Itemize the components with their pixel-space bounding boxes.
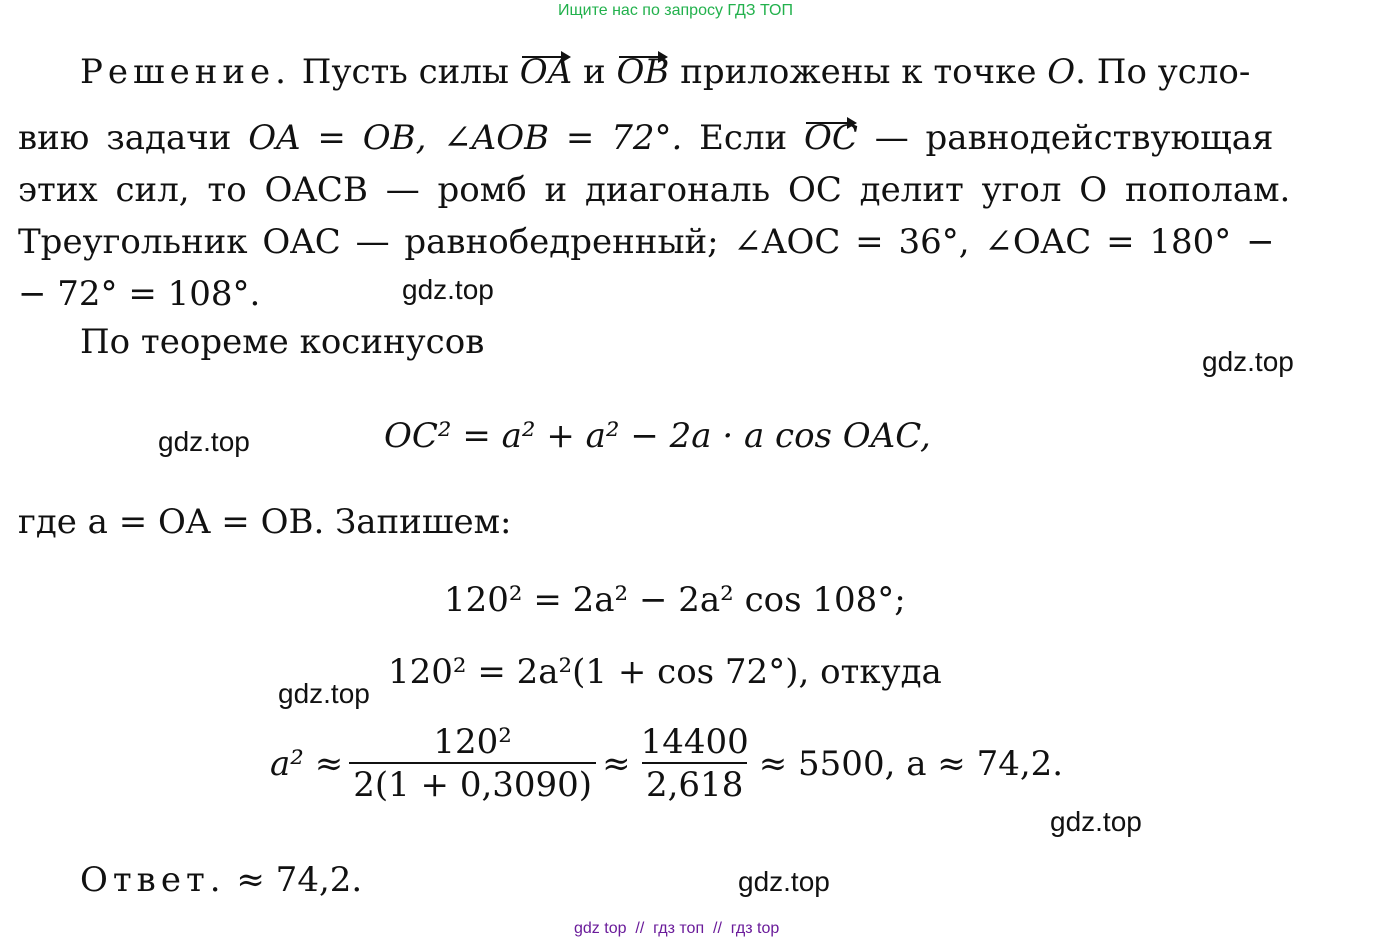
vector-ob: OB: [616, 52, 670, 92]
eq4-rhs: ≈ 5500, a ≈ 74,2.: [758, 744, 1064, 784]
eq4-approx: ≈: [602, 744, 631, 784]
answer-label: Ответ.: [80, 860, 226, 900]
watermark: gdz.top: [158, 426, 250, 457]
line2-text-b: Если: [699, 118, 788, 158]
footer-links: gdz top // гдз топ // гдз top: [574, 920, 780, 937]
equation-cosine-law: OC² = a² + a² − 2a · a cos OAC,: [384, 416, 931, 456]
search-banner: Ищите нас по запросу ГДЗ ТОП: [558, 2, 793, 19]
fraction-1-denominator: 2(1 + 0,3090): [349, 762, 596, 806]
solution-line-3: этих сил, то OACB — ромб и диагональ OC делит угол O пополам.: [18, 170, 1291, 210]
solution-line-6: По теореме косинусов: [80, 322, 485, 362]
line2-text-c: — равнодействующая: [874, 118, 1274, 158]
watermark: gdz.top: [278, 678, 370, 709]
fraction-2-denominator: 2,618: [642, 762, 747, 806]
solution-line-5: − 72° = 108°.: [18, 274, 261, 314]
line1-text-c: . По усло-: [1075, 52, 1251, 92]
line1-text-b: приложены к точке: [680, 52, 1037, 92]
watermark: gdz.top: [1202, 346, 1294, 377]
vector-oc: OC: [804, 118, 858, 158]
fraction-1: [349, 722, 596, 806]
cropped-previous-line: [18, 0, 238, 32]
fraction-2-numerator: 14400: [640, 722, 749, 762]
fraction-1-numerator: 120²: [433, 722, 512, 762]
vector-oa: OA: [519, 52, 573, 92]
answer-line: [80, 860, 362, 900]
equation-3: 120² = 2a²(1 + cos 72°), откуда: [388, 652, 942, 692]
line1-and: и: [583, 52, 606, 92]
equation-2: 120² = 2a² − 2a² cos 108°;: [444, 580, 906, 620]
watermark: gdz.top: [1050, 806, 1142, 837]
equation-4: [270, 722, 1063, 806]
solution-line-2: [18, 118, 1274, 158]
line2-text-a: вию задачи: [18, 118, 232, 158]
solution-line-4: Треугольник OAC — равнобедренный; ∠AOC = 36°, ∠OAC = 180° −: [18, 222, 1275, 262]
solution-line-1: [80, 52, 1250, 92]
answer-value: ≈ 74,2.: [236, 860, 363, 900]
point-o: O: [1047, 52, 1076, 92]
fraction-2: [637, 722, 753, 806]
solution-lead: Решение.: [80, 52, 291, 92]
watermark: gdz.top: [402, 274, 494, 305]
watermark: gdz.top: [738, 866, 830, 897]
solution-line-7: где a = OA = OB. Запишем:: [18, 502, 512, 542]
line1-text-a: Пусть силы: [301, 52, 509, 92]
line2-equation: OA = OB, ∠AOB = 72°.: [248, 118, 683, 158]
eq4-lhs: a² ≈: [270, 744, 344, 784]
